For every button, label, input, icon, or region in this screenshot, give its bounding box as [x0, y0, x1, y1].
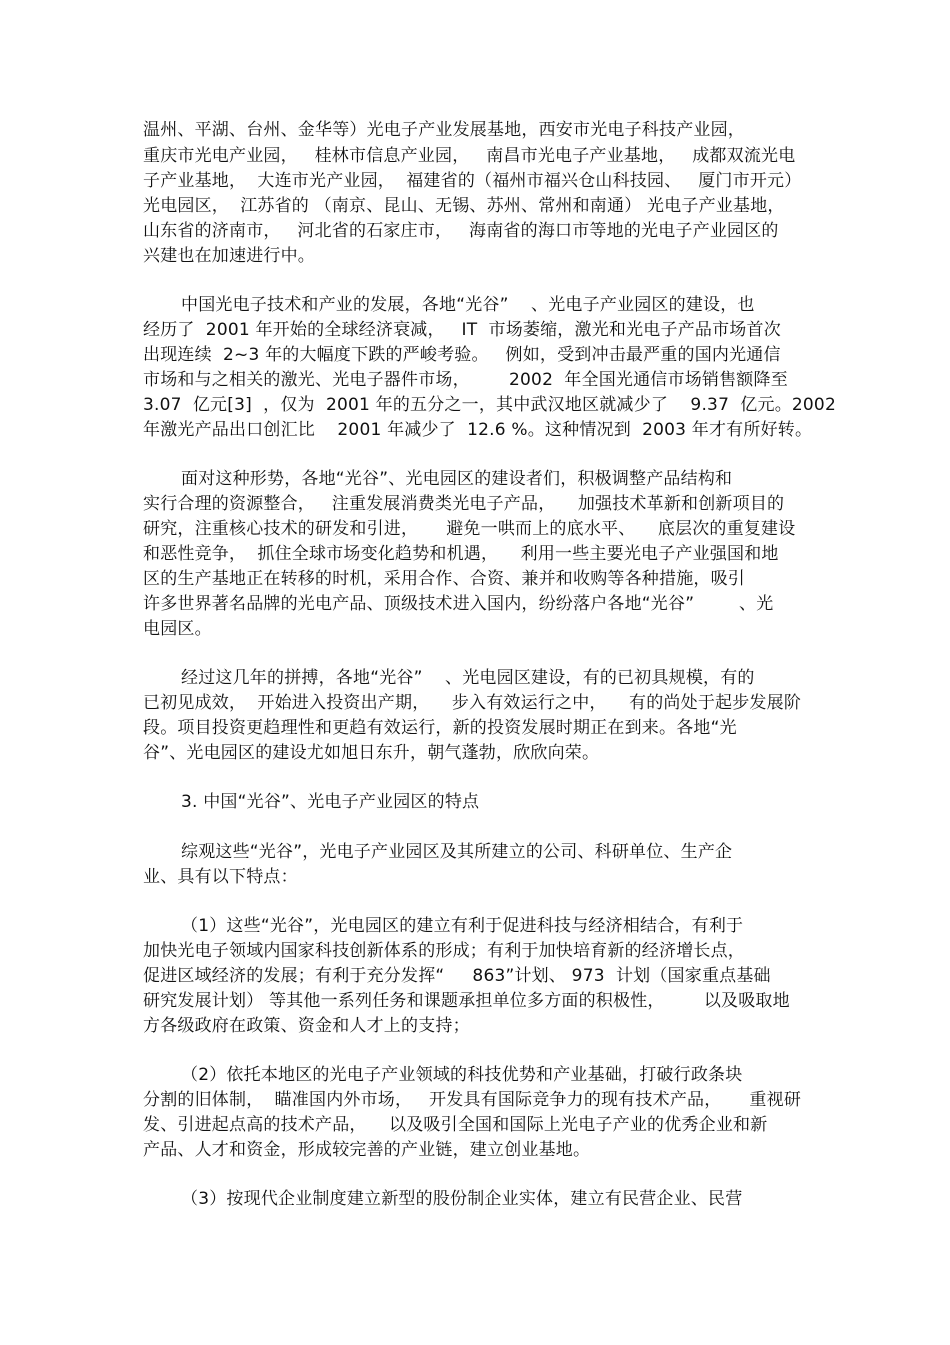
text-line: （1）这些“光谷”，光电园区的建立有利于促进科技与经济相结合，有利于	[181, 916, 744, 936]
text-line: 研究，注重核心技术的研发和引进， 避免一哄而上的底水平、 底层次的重复建设	[143, 519, 796, 539]
text-line: 产品、人才和资金，形成较完善的产业链，建立创业基地。	[143, 1140, 591, 1160]
text-line: 和恶性竞争， 抓住全球市场变化趋势和机遇， 利用一些主要光电子产业强国和地	[143, 544, 779, 564]
text-line: 综观这些“光谷”，光电子产业园区及其所建立的公司、科研单位、生产企	[181, 842, 733, 862]
text-line: 年激光产品出口创汇比 2001 年减少了 12.6 %。这种情况到 2003 年才有所好转。	[143, 420, 813, 440]
text-line: 研究发展计划） 等其他一系列任务和课题承担单位多方面的积极性， 以及吸取地	[143, 991, 790, 1011]
text-line: 加快光电子领域内国家科技创新体系的形成；有利于加快培育新的经济增长点，	[143, 941, 745, 961]
text-line: 光电园区， 江苏省的 （南京、昆山、无锡、苏州、常州和南通） 光电子产业基地，	[143, 196, 785, 216]
text-line: 发、引进起点高的技术产品， 以及吸引全国和国际上光电子产业的优秀企业和新	[143, 1115, 768, 1135]
text-line: 兴建也在加速进行中。	[143, 246, 315, 266]
text-line: 已初见成效， 开始进入投资出产期， 步入有效运行之中， 有的尚处于起步发展阶	[143, 693, 802, 713]
text-line: 经历了 2001 年开始的全球经济衰减， IT 市场萎缩，激光和光电子产品市场首次	[143, 320, 781, 340]
text-line: 方各级政府在政策、资金和人才上的支持；	[143, 1016, 470, 1036]
text-line: 实行合理的资源整合， 注重发展消费类光电子产品， 加强技术革新和创新项目的	[143, 494, 785, 514]
section-title: 3. 中国“光谷”、光电子产业园区的特点	[181, 792, 480, 812]
text-line: 经过这几年的拼搏，各地“光谷” 、光电园区建设，有的已初具规模，有的	[181, 668, 755, 688]
text-line: 促进区域经济的发展；有利于充分发挥“ 863”计划、 973 计划（国家重点基础	[143, 966, 771, 986]
text-line: 业、具有以下特点：	[143, 867, 298, 887]
text-line: （2）依托本地区的光电子产业领域的科技优势和产业基础，打破行政条块	[181, 1065, 743, 1085]
text-line: 段。项目投资更趋理性和更趋有效运行，新的投资发展时期正在到来。各地“光	[143, 718, 737, 738]
text-line: 重庆市光电产业园， 桂林市信息产业园， 南昌市光电子产业基地， 成都双流光电	[143, 146, 796, 166]
text-line: 山东省的济南市， 河北省的石家庄市， 海南省的海口市等地的光电子产业园区的	[143, 221, 779, 241]
text-line: 市场和与之相关的激光、光电子器件市场， 2002 年全国光通信市场销售额降至	[143, 370, 788, 390]
text-line: 分割的旧体制， 瞄准国内外市场， 开发具有国际竞争力的现有技术产品， 重视研	[143, 1090, 802, 1110]
text-line: 谷”、光电园区的建设尤如旭日东升，朝气蓬勃，欣欣向荣。	[143, 743, 600, 763]
text-line: 温州、平湖、台州、金华等）光电子产业发展基地，西安市光电子科技产业园，	[143, 120, 745, 140]
text-line: 3.07 亿元[3] ，仅为 2001 年的五分之一，其中武汉地区就减少了 9.37 亿元。2002	[143, 395, 836, 415]
text-line: 许多世界著名品牌的光电产品、顶级技术进入国内，纷纷落户各地“光谷” 、光	[143, 594, 774, 614]
text-line: 电园区。	[143, 619, 212, 639]
text-line: （3）按现代企业制度建立新型的股份制企业实体，建立有民营企业、民营	[181, 1189, 743, 1209]
text-line: 出现连续 2~3 年的大幅度下跌的严峻考验。 例如，受到冲击最严重的国内光通信	[143, 345, 781, 365]
text-line: 面对这种形势，各地“光谷”、光电园区的建设者们，积极调整产品结构和	[181, 469, 733, 489]
text-line: 子产业基地， 大连市光产业园， 福建省的（福州市福兴仓山科技园、 厦门市开元）	[143, 171, 802, 191]
text-line: 区的生产基地正在转移的时机，采用合作、合资、兼并和收购等各种措施，吸引	[143, 569, 745, 589]
text-line: 中国光电子技术和产业的发展，各地“光谷” 、光电子产业园区的建设，也	[181, 295, 755, 315]
